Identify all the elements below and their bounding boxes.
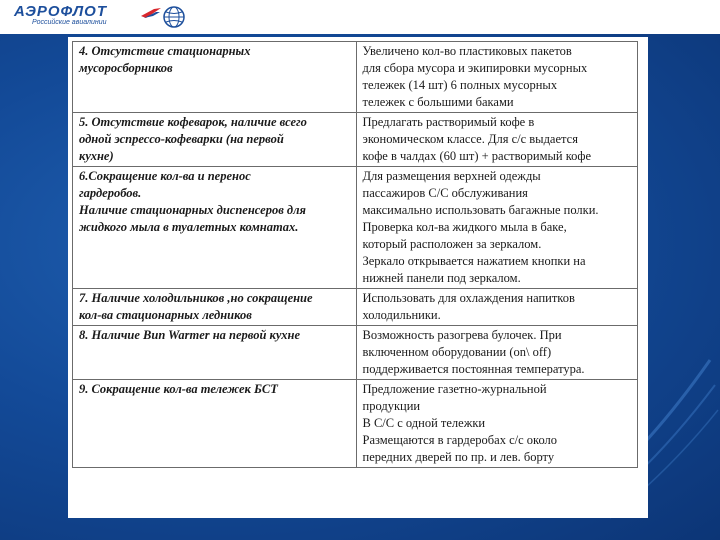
problem-cell xyxy=(73,167,357,289)
solution-text: Предложение газетно-журнальной продукции В С/С с одной тележки Размещаются в гардеробах с/с около передних дверей по пр. и лев. борту xyxy=(362,382,558,464)
problem-cell xyxy=(73,42,357,113)
solution-text: Увеличено кол-во пластиковых пакетов для сбора мусора и экипировки мусорных тележек (14 шт) 6 полных мусорных тележек с большими баками xyxy=(362,44,588,109)
table-row xyxy=(73,326,638,380)
table-row xyxy=(73,289,638,326)
solution-cell xyxy=(356,167,638,289)
logo-name: АЭРОФЛОТ xyxy=(14,3,108,20)
problem-cell xyxy=(73,326,357,380)
wing-icon xyxy=(140,6,162,20)
solution-cell xyxy=(356,289,638,326)
table-body xyxy=(73,42,638,468)
globe-emblem-icon xyxy=(162,5,186,29)
table-row xyxy=(73,380,638,468)
problem-text: 9. Сокращение кол-ва тележек БСТ xyxy=(79,382,278,396)
solution-text: Для размещения верхней одежды пассажиров С/С обслуживания максимально использовать багажные полки. Проверка кол-ва жидкого мыла в баке, который расположен за зеркалом. Зеркало открывается нажатием кнопки на нижней панели под зеркалом. xyxy=(362,169,599,285)
measures-table xyxy=(72,41,638,468)
solution-cell xyxy=(356,380,638,468)
solution-text: Предлагать растворимый кофе в экономическом классе. Для с/с выдается кофе в чалдах (60 шт) + растворимый кофе xyxy=(362,115,592,163)
solution-text: Возможность разогрева булочек. При включенном оборудовании (on\ off) поддерживается постоянная температура. xyxy=(362,328,585,376)
logo-subtitle: Российские авиалинии xyxy=(32,19,107,26)
solution-cell xyxy=(356,42,638,113)
solution-cell xyxy=(356,113,638,167)
aeroflot-logo xyxy=(6,2,196,32)
problem-text: 7. Наличие холодильников ,но сокращение кол-ва стационарных ледников xyxy=(79,291,313,322)
problem-text: 6.Сокращение кол-ва и перенос гардеробов. Наличие стационарных диспенсеров для жидкого мыла в туалетных комнатах. xyxy=(79,169,306,234)
problem-cell xyxy=(73,113,357,167)
problem-cell xyxy=(73,289,357,326)
problem-text: 5. Отсутствие кофеварок, наличие всего одной эспрессо-кофеварки (на первой кухне) xyxy=(79,115,307,163)
problem-text: 4. Отсутствие стационарных мусоросборников xyxy=(79,44,251,75)
table-row xyxy=(73,42,638,113)
header-bar xyxy=(0,0,720,34)
solution-cell xyxy=(356,326,638,380)
solution-text: Использовать для охлаждения напитков холодильники. xyxy=(362,291,575,322)
table-row xyxy=(73,113,638,167)
document-page xyxy=(68,37,648,518)
problem-cell xyxy=(73,380,357,468)
table-row xyxy=(73,167,638,289)
problem-text: 8. Наличие Bun Warmer на первой кухне xyxy=(79,328,300,342)
